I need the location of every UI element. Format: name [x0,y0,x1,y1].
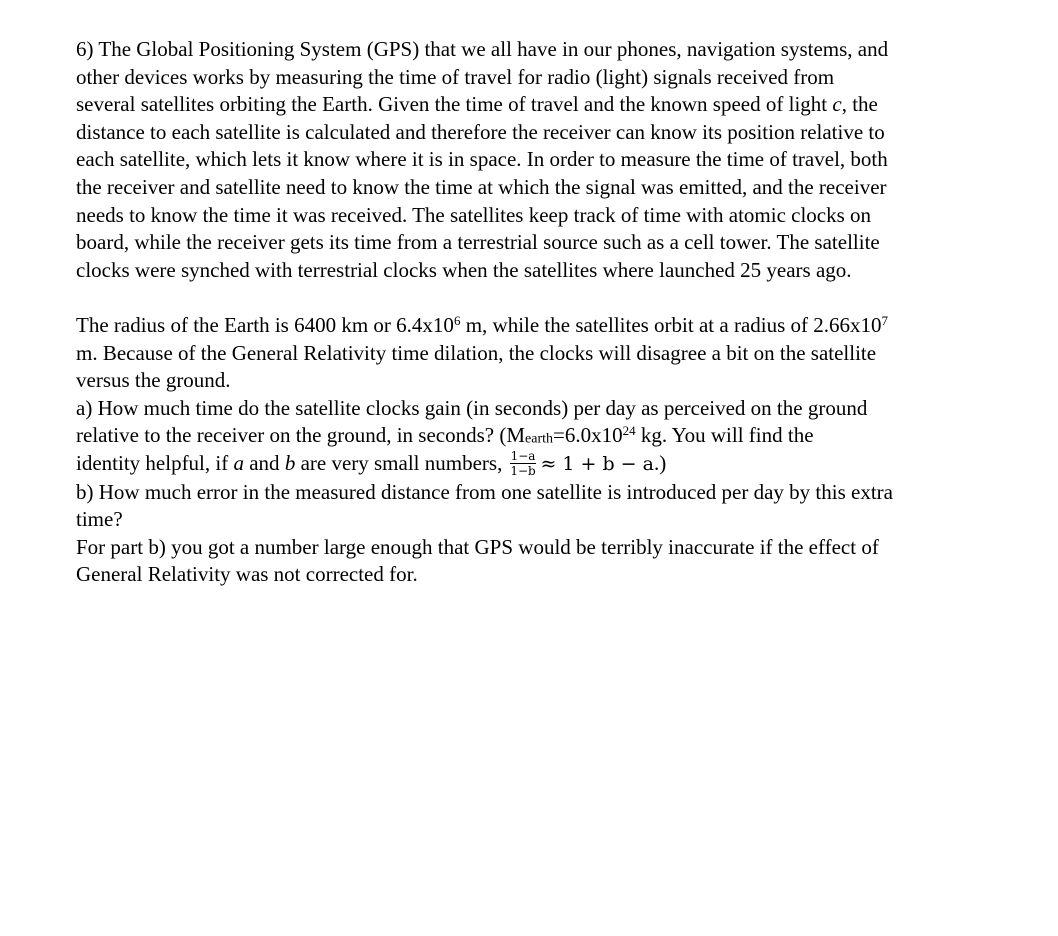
part-a-line: identity helpful, if a and b are very small numbers, $\frac{1-a}{1-b}$ ≈ 1 + b − a.) [76,448,667,478]
intro-line: board, while the receiver gets its time from a terrestrial source such as a cell tower. The satellite [76,230,880,255]
intro-paragraph [76,36,1026,284]
problem-page [76,36,1026,589]
intro-line: 6) The Global Positioning System (GPS) that we all have in our phones, navigation systems, and [76,37,889,61]
setup-paragraph [76,312,1026,395]
intro-line: distance to each satellite is calculated and therefore the receiver can know its position relative to [76,119,885,144]
fraction-numerator: 1−a [510,448,536,463]
note-paragraph [76,534,1026,589]
intro-line: clocks were synched with terrestrial clocks when the satellites where launched 25 years ago. [76,257,852,282]
variable-a: a [233,450,244,475]
intro-line: several satellites orbiting the Earth. Given the time of travel and the known speed of light c, the [76,92,878,117]
part-a-line: a) How much time do the satellite clocks gain (in seconds) per day as perceived on the ground [76,395,868,420]
setup-line: m. Because of the General Relativity time dilation, the clocks will disagree a bit on the satellite [76,340,877,365]
exponent: 24 [622,423,636,439]
part-a-paragraph [76,395,1026,479]
note-line: General Relativity was not corrected for. [76,562,418,587]
variable-b: b [284,450,296,475]
note-line: For part b) you got a number large enough that GPS would be terribly inaccurate if the effect of [76,534,879,559]
part-b-line: b) How much error in the measured distance from one satellite is introduced per day by this extra [76,479,893,504]
part-b-line: time? [76,507,123,532]
subscript: earth [525,432,553,447]
identity-fraction [510,450,537,477]
part-a-line: relative to the receiver on the ground, in seconds? ($M_{earth}=6.0x10^{24}$ kg. You will find the [76,423,814,448]
setup-line: The radius of the Earth is 6400 km or $6.4x10^6$ m, while the satellites orbit at a radius of $2.66x10^7$ [76,312,889,337]
intro-line: needs to know the time it was received. The satellites keep track of time with atomic clocks on [76,202,872,227]
speed-of-light-symbol: c [832,92,842,117]
exponent: 6 [453,312,461,328]
intro-line: each satellite, which lets it know where it is in space. In order to measure the time of travel, both [76,147,888,172]
setup-line: versus the ground. [76,368,231,393]
approximation: ≈ 1 + b − a [540,452,654,475]
part-b-paragraph [76,479,1026,534]
fraction-denominator: 1−b [510,463,536,478]
paragraph-gap [76,284,1026,312]
intro-line: the receiver and satellite need to know the time at which the signal was emitted, and the receiver [76,174,887,199]
intro-line: other devices works by measuring the time of travel for radio (light) signals received from [76,64,835,89]
exponent: 7 [881,312,889,328]
